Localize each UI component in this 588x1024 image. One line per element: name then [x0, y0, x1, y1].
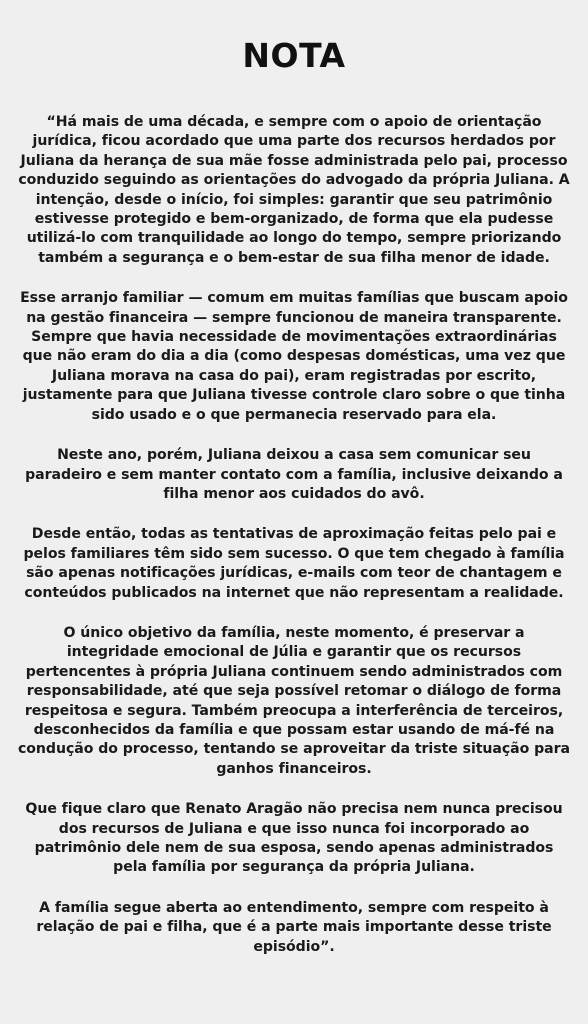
paragraph-1: “Há mais de uma década, e sempre com o apoio de orientação jurídica, ficou acordado que uma parte dos recursos herdados por Juliana da herança de sua mãe fosse administrada pelo pai, processo conduzido seguindo as orientações do advogado da própria Juliana. A intenção, desde o início, foi simples: garantir que seu patrimônio estivesse protegido e bem-organizado, de forma que ela pudesse utilizá-lo com tranquilidade ao longo do tempo, sempre priorizando também a segurança e o bem-estar de sua filha menor de idade. [18, 114, 570, 266]
paragraph-4: Desde então, todas as tentativas de aproximação feitas pelo pai e pelos familiares têm sido sem sucesso. O que tem chegado à família são apenas notificações jurídicas, e-mails com teor de chantagem e conteúdos publicados na internet que não representam a realidade. [23, 526, 565, 601]
paragraph-7: A família segue aberta ao entendimento, sempre com respeito à relação de pai e filha, que é a parte mais importante desse triste episódio”. [36, 899, 552, 955]
paragraph-5: O único objetivo da família, neste momento, é preservar a integridade emocional de Júlia e garantir que os recursos pertencentes à própria Juliana continuem sendo administrados com responsabilidade, até que seja possível retomar o diálogo de forma respeitosa e segura. Também preocupa a interferência de terceiros, desconhecidos da família e que possam estar usando de má-fé na condução do processo, tentando se aproveitar da triste situação para ganhos financeiros. [18, 624, 570, 777]
paragraph-6: Que fique claro que Renato Aragão não precisa nem nunca precisou dos recursos de Juliana e que isso nunca foi incorporado ao patrimônio dele nem de sua esposa, sendo apenas administrados pela família por segurança da própria Juliana. [25, 801, 563, 876]
note-body [18, 113, 570, 978]
paragraph-2: Esse arranjo familiar — comum em muitas famílias que buscam apoio na gestão financeira — sempre funcionou de maneira transparente. Sempre que havia necessidade de movimentações extraordinárias que não eram do dia a dia (como despesas domésticas, uma vez que Juliana morava na casa do pai), eram registradas por escrito, justamente para que Juliana tivesse controle claro sobre o que tinha sido usado e o que permanecia reservado para ela. [20, 290, 568, 423]
paragraph-3: Neste ano, porém, Juliana deixou a casa sem comunicar seu paradeiro e sem manter contato com a família, inclusive deixando a filha menor aos cuidados do avô. [25, 447, 563, 502]
page-title: NOTA [242, 36, 346, 75]
